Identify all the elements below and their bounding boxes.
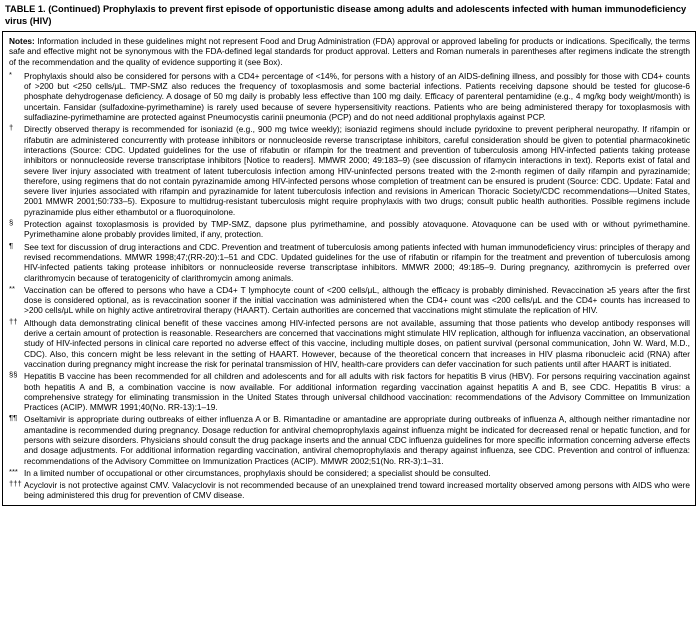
footnote <box>9 219 690 240</box>
footnote-text: Oseltamivir is appropriate during outbreaks of either influenza A or B. Rimantadine or amantadine are appropriate during outbreaks of influenza A, although neither rimantadine nor amantadine is recommended during pregnancy. Dosage reduction for antiviral chemoprophylaxis against influenza might be indicated for decreased renal or hepatic function, and for persons with seizure disorders. Physicians should consult the drug package inserts and the annual CDC influenza guidelines for more specific information concerning adverse effects and dosage adjustments. For additional information regarding vaccination, antiviral chemoprophylaxis and therapy against influenza, see CDC. Prevention and control of influenza: recommendations of the Advisory Committee on Immunization Practices (ACIP). MMWR 2002;51(No. RR-3):1–31. <box>24 414 690 466</box>
footnote-text: In a limited number of occupational or other circumstances, prophylaxis should be considered; a specialist should be consulted. <box>24 467 491 478</box>
footnote <box>9 124 690 217</box>
footnote-text: Vaccination can be offered to persons who have a CD4+ T lymphocyte count of <200 cells/μL, although the efficacy is probably diminished. Revaccination ≥5 years after the first dose is considered optional, as is revaccination sooner if the initial vaccination was administered when the CD4+ count was <200 cells/μL and the CD4+ counts has increased to >200 cells/μL while on highly active antiretroviral therapy (HAART). Certain authorities are concerned that vaccinations might stimulate the replication of HIV. <box>24 284 690 316</box>
footnote <box>9 480 690 501</box>
footnote-marker: §§ <box>9 370 18 380</box>
footnote-text: Prophylaxis should also be considered for persons with a CD4+ percentage of <14%, for persons with a history of an AIDS-defining illness, and possibly for those with CD4+ counts of >200 but <250 cells/μL. TMP-SMZ also reduces the frequency of toxoplasmosis and some bacterial infections. Patients receiving dapsone should be tested for glucose-6 phosphate dehydrogenase deficiency. A dosage of 50 mg daily is probably less effective than 100 mg daily. Efficacy of parenteral pentamidine (e.g., 4 mg/kg body weight/month) is uncertain. Fansidar (sulfadoxine-pyrimethamine) is rarely used because of severe hypersensitivity reactions. Patients who are being administered therapy for toxoplasmosis with sulfadiazine-pyrimethamine are protected against Pneumocystis carinii pneumonia (PCP) and do not need additional prophylaxis against PCP. <box>24 70 690 123</box>
footnote <box>9 414 690 465</box>
footnote <box>9 71 690 122</box>
footnote <box>9 318 690 369</box>
footnote-text: See text for discussion of drug interactions and CDC. Prevention and treatment of tuberculosis among patients infected with human immunodeficiency virus: principles of therapy and revised recommendations. MMWR 1998;47;(RR-20):1–51 and CDC. Updated guidelines for the use of rifabutin or rifampin for the treatment and prevention of tuberculosis among HIV-infected patients taking protease inhibitors or nonnucleoside reverse transcriptase inhibitors. MMWR 2000; 49:185–9. During pregnancy, azithromycin is preferred over clarithromycin because of teratogenicity of clarithromycin among animals. <box>24 241 690 283</box>
footnote <box>9 285 690 316</box>
notes-label: Notes: <box>9 36 35 46</box>
footnote-text: Protection against toxoplasmosis is provided by TMP-SMZ, dapsone plus pyrimethamine, and possibly atovaquone. Atovaquone can be used with or without pyrimethamine. Pyrimethamine alone probably provides limited, if any, protection. <box>24 219 690 240</box>
footnote <box>9 371 690 412</box>
footnote-marker: ** <box>9 283 15 293</box>
footnote-text: Directly observed therapy is recommended for isoniazid (e.g., 900 mg twice weekly); isoniazid regimens should include pyridoxine to prevent peripheral neuropathy. If rifampin or rifabutin are administered concurrently with protease inhibitors or nonnucleoside reverse transcriptase inhibitors, careful consideration should be given to potential pharmacokinetic interactions (Source: CDC. Updated guidelines for the use of rifabutin or rifampin for the treatment and prevention of tuberculosis among HIV-infected patients taking protease inhibitors or nonnucleoside reverse transcriptase inhibitors [Notice to readers]. MMWR 2000; 49:183–9) (see discussion of rifamycin interactions in text). Reports exist of fatal and severe liver injury associated with treatment of latent tuberculosis infection among HIV-uninfected persons treated with the 2-month regimen of daily rifampin and pyrazinamide; therefore, using regimens that do not contain pyrazinamide among HIV-infected persons whose completion of treatment can be ensured is prudent (Source: CDC. Update: Fatal and severe liver injuries associated with rifampin and pyrazinamide for latent tuberculosis infection and revisions in American Thoracic Society/CDC recommendations—United States, 2001 MMWR 2001;50:733–5). Exposure to multidrug-resistant tuberculosis might require prophylaxis with two drugs; consult public health authorities. Possible regimens include pyrazinamide plus either ethambutol or a fluoroquinolone. <box>24 124 690 217</box>
footnote-text: Hepatitis B vaccine has been recommended for all children and adolescents and for all adults with risk factors for hepatitis B virus (HBV). For persons requiring vaccination against both hepatitis A and B, a combination vaccine is now available. For additional information regarding vaccination against hepatitis A and B, see CDC. Hepatitis B virus: a comprehensive strategy for eliminating transmission in the United States through universal childhood vaccination: recommendations of the Advisory Committee on Immunization Practices (ACIP). MMWR 1991;40(No. RR-13):1–19. <box>24 371 690 413</box>
footnote-marker: ¶¶ <box>9 413 18 423</box>
footnote <box>9 468 690 478</box>
footnote <box>9 242 690 283</box>
footnote-marker: †† <box>9 316 18 326</box>
footnote-marker: † <box>9 123 14 133</box>
footnote-marker: * <box>9 69 12 79</box>
table-title: TABLE 1. (Continued) Prophylaxis to prevent first episode of opportunistic disease among adults and adolescents infected with human immunodeficiency virus (HIV) <box>5 4 687 26</box>
notes-text: Information included in these guidelines might not represent Food and Drug Administration (FDA) approval or approved labeling for products or indications. Specifically, the terms safe and effective might not be synonymous with the FDA-defined legal standards for product approval. Letters and Roman numerals in parentheses after regimens indicate the strength of the recommendation and the quality of evidence supporting it (see Box). <box>9 36 690 67</box>
footnote-marker: ¶ <box>9 240 14 250</box>
footnote-text: Acyclovir is not protective against CMV. Valacyclovir is not recommended because of an unexplained trend toward increased mortality observed among persons with AIDS who were being administered this drug for prevention of CMV disease. <box>24 480 690 501</box>
notes-paragraph <box>9 36 690 67</box>
footnote-marker: ††† <box>9 479 22 489</box>
footnote-marker: *** <box>9 466 18 476</box>
footnote-marker: § <box>9 218 14 228</box>
table-footnotes-box <box>2 31 696 506</box>
footnote-text: Although data demonstrating clinical benefit of these vaccines among HIV-infected persons are not available, assuming that those patients who develop antibody responses will derive a certain amount of protection is reasonable. Researchers are concerned that vaccinations might stimulate HIV replication, although for influenza vaccination, an observational study of HIV-infected persons in clinical care reported no adverse effect of this vaccine, including multiple doses, on patient survival (personal communication, John W. Ward, M.D., CDC). Also, this concern might be less relevant in the setting of HAART. However, because of the theoretical concern that increases in HIV plasma ribonucleic acid (RNA) after vaccination during pregnancy might increase the risk for perinatal transmission of HIV, health-care providers can defer vaccination for such patients until after HAART is initiated. <box>24 317 690 369</box>
